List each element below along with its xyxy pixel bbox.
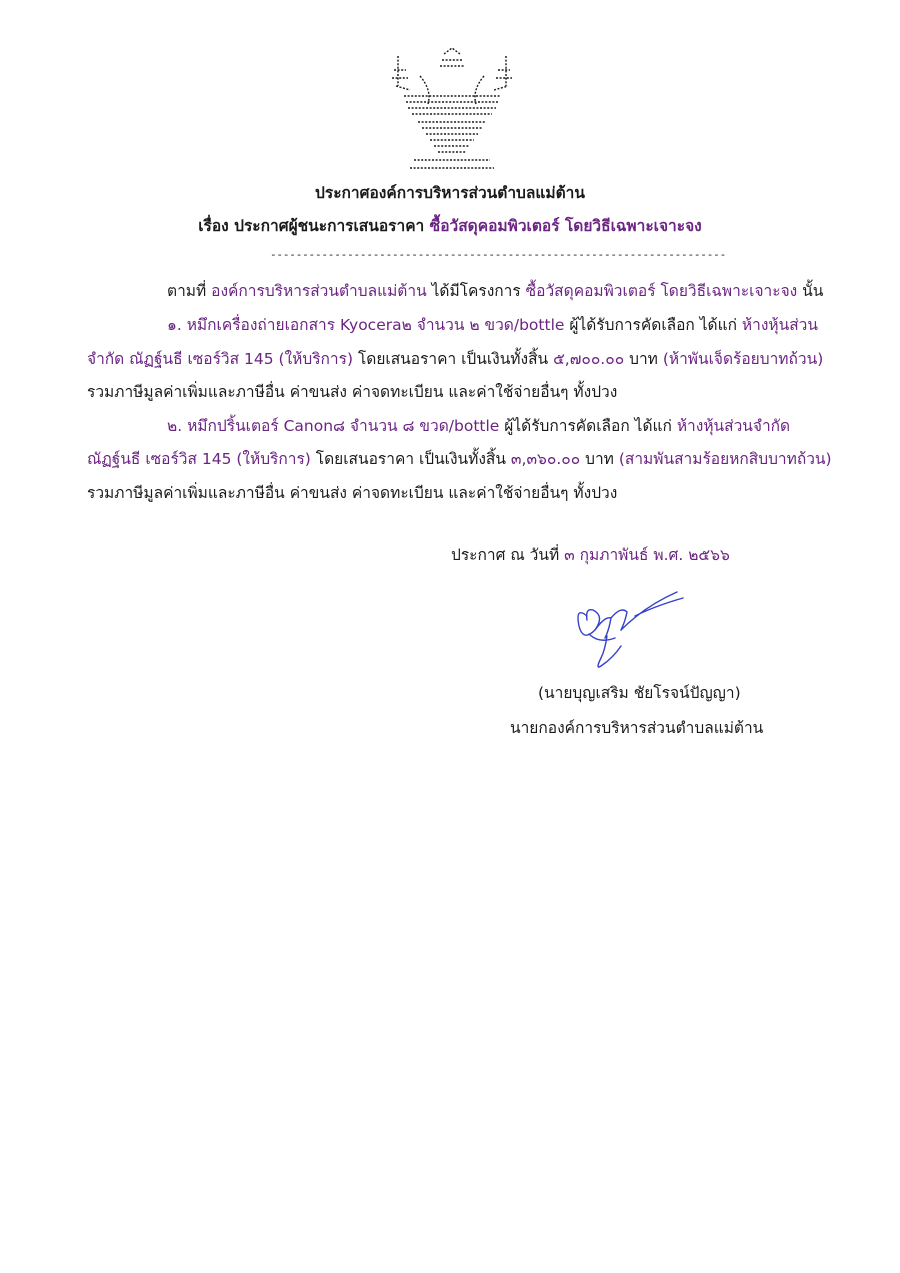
- item-1-number: ๑.: [167, 316, 182, 334]
- intro-tail: นั้น: [797, 282, 824, 300]
- signatory-position: นายกองค์การบริหารส่วนตำบลแม่ต้าน: [510, 719, 764, 737]
- signatory-name: (นายบุญเสริม ชัยโรจน์ปัญญา): [538, 684, 741, 702]
- item-2-amount-words: (สามพันสามร้อยหกสิบบาทถ้วน): [618, 450, 832, 468]
- item-2-line-2: [87, 449, 832, 469]
- item-2-number: ๒.: [167, 417, 183, 435]
- item-1-offer-label: โดยเสนอราคา เป็นเงินทั้งสิ้น: [357, 350, 549, 368]
- handwritten-signature: [565, 586, 695, 676]
- item-1-amount: ๕,๗๐๐.๐๐: [553, 350, 625, 368]
- date-value: ๓ กุมภาพันธ์ พ.ศ. ๒๕๖๖: [564, 546, 730, 564]
- item-1-description: หมึกเครื่องถ่ายเอกสาร Kyocera๒ จำนวน ๒ ขวด/bottle: [186, 316, 565, 334]
- item-1-selected-label: ผู้ได้รับการคัดเลือก ได้แก่: [569, 316, 737, 334]
- item-2-vat-note: รวมภาษีมูลค่าเพิ่มและภาษีอื่น ค่าขนส่ง ค่าจดทะเบียน และค่าใช้จ่ายอื่นๆ ทั้งปวง: [87, 484, 618, 502]
- intro-agency: องค์การบริหารส่วนตำบลแม่ต้าน: [211, 282, 427, 300]
- item-1-winner-line-2: จำกัด ณัฏฐ์นธี เซอร์วิส 145 (ให้บริการ): [87, 350, 353, 368]
- item-1-line-2: [87, 349, 823, 369]
- intro-has-project: ได้มีโครงการ: [431, 282, 521, 300]
- item-2-winner-line-1: ห้างหุ้นส่วนจำกัด: [676, 417, 791, 435]
- garuda-emblem-icon: [384, 46, 520, 176]
- item-2-selected-label: ผู้ได้รับการคัดเลือก ได้แก่: [504, 417, 672, 435]
- date-label: ประกาศ ณ วันที่: [451, 546, 560, 564]
- item-2-amount: ๓,๓๖๐.๐๐: [510, 450, 581, 468]
- item-1-currency: บาท: [629, 350, 658, 368]
- item-2-winner-line-2: ณัฏฐ์นธี เซอร์วิส 145 (ให้บริการ): [87, 450, 311, 468]
- intro-lead: ตามที่: [167, 282, 207, 300]
- intro-project: ซื้อวัสดุคอมพิวเตอร์ โดยวิธีเฉพาะเจาะจง: [525, 282, 798, 300]
- announcement-subject: [0, 213, 900, 238]
- item-2-offer-label: โดยเสนอราคา เป็นเงินทั้งสิ้น: [315, 450, 506, 468]
- item-1-winner-line-1: ห้างหุ้นส่วน: [741, 316, 818, 334]
- item-1-vat-note: รวมภาษีมูลค่าเพิ่มและภาษีอื่น ค่าขนส่ง ค่าจดทะเบียน และค่าใช้จ่ายอื่นๆ ทั้งปวง: [87, 383, 618, 401]
- item-1-amount-words: (ห้าพันเจ็ดร้อยบาทถ้วน): [662, 350, 824, 368]
- item-2-description: หมึกปริ้นเตอร์ Canon๘ จำนวน ๘ ขวด/bottle: [187, 417, 500, 435]
- announcement-date: [451, 545, 730, 565]
- item-2-currency: บาท: [585, 450, 614, 468]
- subject-project: ซื้อวัสดุคอมพิวเตอร์ โดยวิธีเฉพาะเจาะจง: [429, 217, 702, 235]
- subject-prefix: เรื่อง ประกาศผู้ชนะการเสนอราคา: [198, 217, 425, 235]
- item-1-line-1: [167, 315, 818, 335]
- intro-paragraph: [167, 281, 823, 301]
- item-2-line-1: [167, 416, 790, 436]
- divider-line: -----------------------------------------------------------------------: [270, 248, 727, 261]
- announcement-title: ประกาศองค์การบริหารส่วนตำบลแม่ต้าน: [315, 184, 585, 202]
